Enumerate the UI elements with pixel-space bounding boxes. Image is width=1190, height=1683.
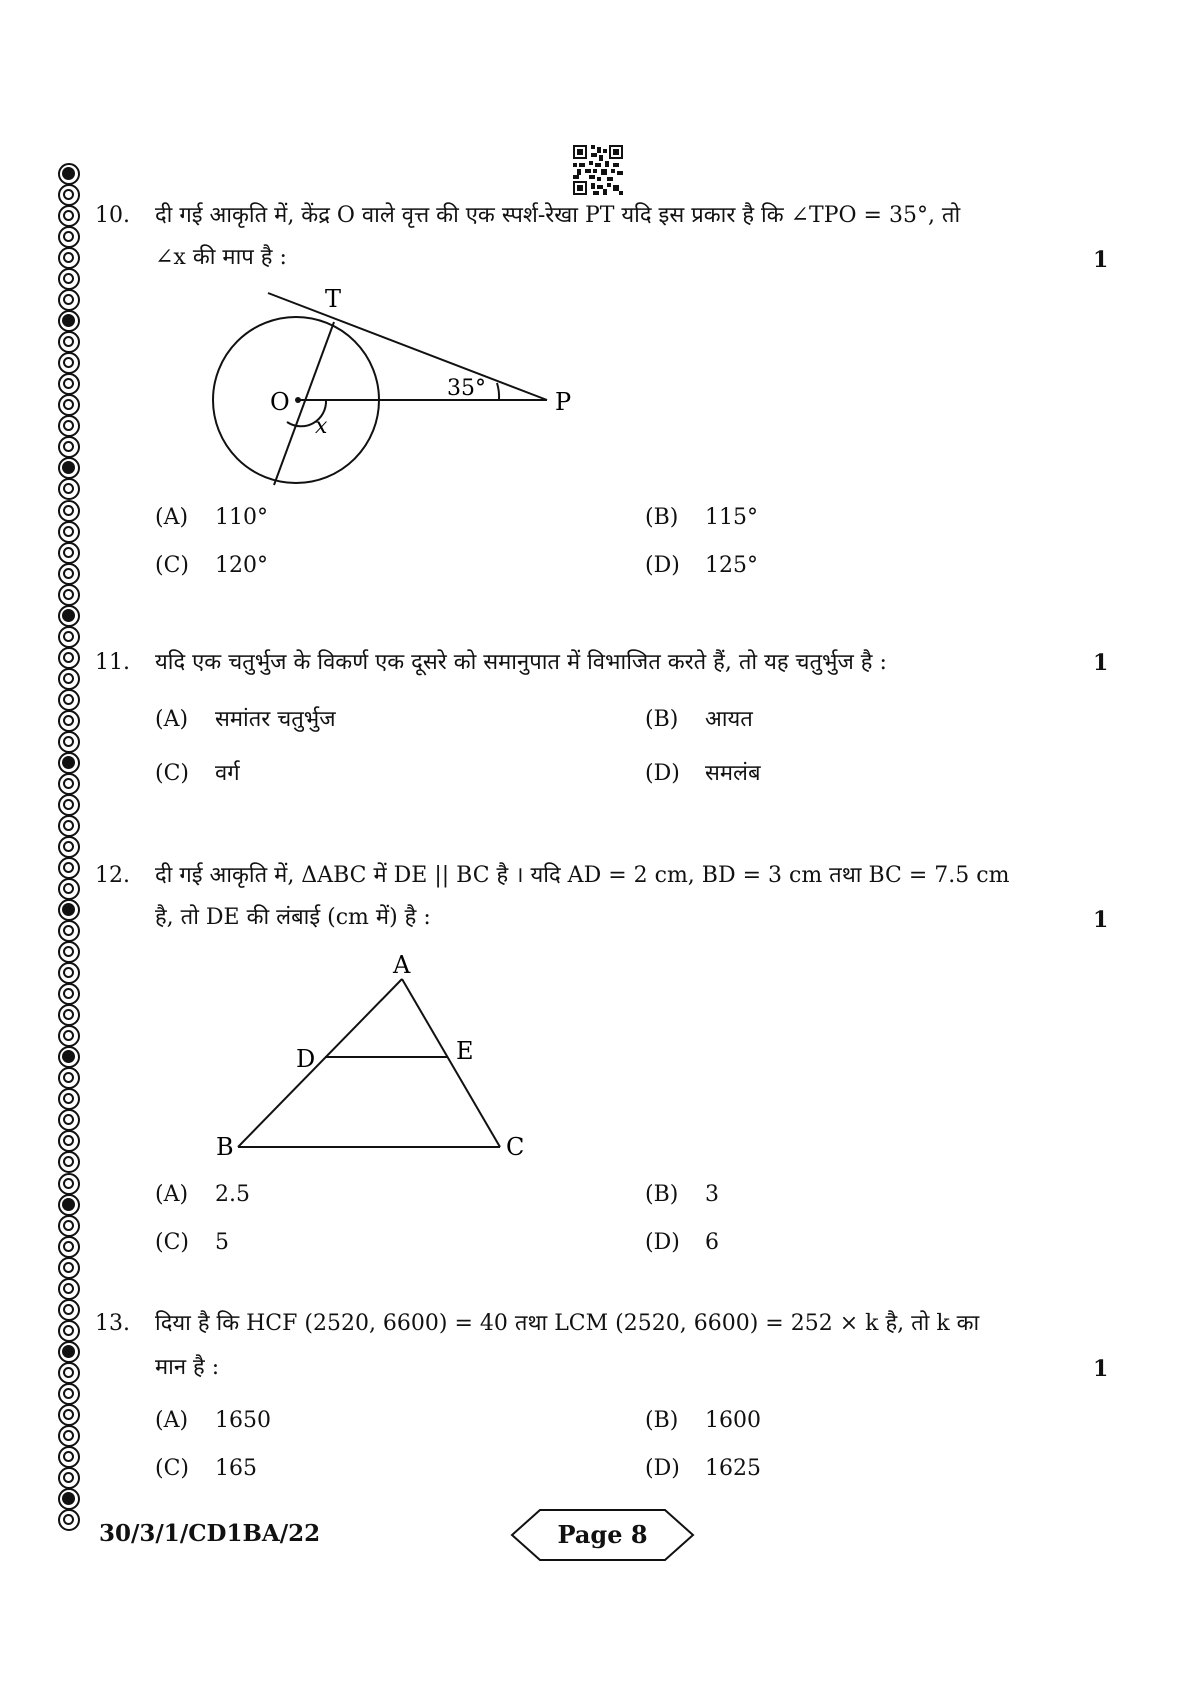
concentric-circle-marker-icon bbox=[58, 962, 80, 984]
question-10-option-c: (C) 120° bbox=[155, 553, 268, 578]
concentric-circle-marker-icon bbox=[58, 1004, 80, 1026]
question-10-text-line1: दी गई आकृति में, केंद्र O वाले वृत्त की एक स्पर्श-रेखा PT यदि इस प्रकार है कि ∠TPO = 35°, तो bbox=[155, 203, 961, 228]
label-angle-35: 35° bbox=[447, 376, 486, 401]
concentric-circle-marker-icon bbox=[58, 436, 80, 458]
concentric-circle-marker-icon bbox=[58, 394, 80, 416]
filled-circle-marker-icon bbox=[58, 1488, 80, 1510]
concentric-circle-marker-icon bbox=[58, 415, 80, 437]
question-10-number: 10. bbox=[95, 203, 130, 228]
concentric-circle-marker-icon bbox=[58, 226, 80, 248]
concentric-circle-marker-icon bbox=[58, 1299, 80, 1321]
question-12-option-c: (C) 5 bbox=[155, 1230, 229, 1255]
concentric-circle-marker-icon bbox=[58, 941, 80, 963]
filled-circle-marker-icon bbox=[58, 605, 80, 627]
concentric-circle-marker-icon bbox=[58, 289, 80, 311]
concentric-circle-marker-icon bbox=[58, 1130, 80, 1152]
question-10-text-line2: ∠x की माप है : bbox=[155, 245, 287, 270]
filled-circle-marker-icon bbox=[58, 457, 80, 479]
concentric-circle-marker-icon bbox=[58, 689, 80, 711]
label-T: T bbox=[325, 285, 342, 313]
page-label: Page 8 bbox=[557, 1520, 648, 1549]
concentric-circle-marker-icon bbox=[58, 352, 80, 374]
concentric-circle-marker-icon bbox=[58, 1236, 80, 1258]
concentric-circle-marker-icon bbox=[58, 647, 80, 669]
label-E: E bbox=[456, 1037, 474, 1065]
question-12-marks: 1 bbox=[1093, 907, 1109, 933]
paper-code: 30/3/1/CD1BA/22 bbox=[99, 1520, 321, 1547]
label-B: B bbox=[216, 1133, 234, 1161]
label-C: C bbox=[506, 1133, 525, 1161]
label-A: A bbox=[393, 951, 411, 979]
question-12-number: 12. bbox=[95, 863, 130, 888]
question-11-option-c: (C) वर्ग bbox=[155, 761, 240, 786]
concentric-circle-marker-icon bbox=[58, 1509, 80, 1531]
question-11-option-b: (B) आयत bbox=[645, 707, 753, 732]
question-10-option-d: (D) 125° bbox=[645, 553, 758, 578]
qr-code-icon bbox=[573, 145, 623, 195]
question-12-option-b: (B) 3 bbox=[645, 1182, 719, 1207]
question-10-option-a: (A) 110° bbox=[155, 505, 268, 530]
label-D: D bbox=[296, 1045, 316, 1073]
filled-circle-marker-icon bbox=[58, 1341, 80, 1363]
concentric-circle-marker-icon bbox=[58, 1109, 80, 1131]
question-13-text-line1: दिया है कि HCF (2520, 6600) = 40 तथा LCM (2520, 6600) = 252 × k है, तो k का bbox=[155, 1311, 980, 1336]
label-x: x bbox=[315, 414, 328, 439]
question-11-number: 11. bbox=[95, 650, 130, 675]
question-12-option-d: (D) 6 bbox=[645, 1230, 719, 1255]
question-13-option-b: (B) 1600 bbox=[645, 1408, 761, 1433]
page-number-badge bbox=[510, 1508, 695, 1562]
concentric-circle-marker-icon bbox=[58, 1025, 80, 1047]
concentric-circle-marker-icon bbox=[58, 184, 80, 206]
concentric-circle-marker-icon bbox=[58, 983, 80, 1005]
question-13-number: 13. bbox=[95, 1311, 130, 1336]
concentric-circle-marker-icon bbox=[58, 773, 80, 795]
concentric-circle-marker-icon bbox=[58, 1088, 80, 1110]
concentric-circle-marker-icon bbox=[58, 1151, 80, 1173]
concentric-circle-marker-icon bbox=[58, 668, 80, 690]
question-13-option-d: (D) 1625 bbox=[645, 1456, 761, 1481]
question-13-text-line2: मान है : bbox=[155, 1355, 220, 1380]
concentric-circle-marker-icon bbox=[58, 794, 80, 816]
concentric-circle-marker-icon bbox=[58, 1215, 80, 1237]
concentric-circle-marker-icon bbox=[58, 878, 80, 900]
concentric-circle-marker-icon bbox=[58, 1320, 80, 1342]
question-13-marks: 1 bbox=[1093, 1356, 1109, 1382]
concentric-circle-marker-icon bbox=[58, 1425, 80, 1447]
question-12-text-line1: दी गई आकृति में, ΔABC में DE || BC है । यदि AD = 2 cm, BD = 3 cm तथा BC = 7.5 cm bbox=[155, 863, 1010, 888]
filled-circle-marker-icon bbox=[58, 163, 80, 185]
label-P: P bbox=[555, 388, 572, 416]
question-13-option-a: (A) 1650 bbox=[155, 1408, 271, 1433]
circle-tangent-figure bbox=[200, 285, 580, 490]
concentric-circle-marker-icon bbox=[58, 857, 80, 879]
concentric-circle-marker-icon bbox=[58, 1257, 80, 1279]
question-13-option-c: (C) 165 bbox=[155, 1456, 257, 1481]
question-11-option-a: (A) समांतर चतुर्भुज bbox=[155, 707, 336, 732]
concentric-circle-marker-icon bbox=[58, 1446, 80, 1468]
concentric-circle-marker-icon bbox=[58, 1067, 80, 1089]
concentric-circle-marker-icon bbox=[58, 1278, 80, 1300]
concentric-circle-marker-icon bbox=[58, 542, 80, 564]
concentric-circle-marker-icon bbox=[58, 1404, 80, 1426]
question-10-option-b: (B) 115° bbox=[645, 505, 758, 530]
question-11-option-d: (D) समलंब bbox=[645, 761, 761, 786]
label-O: O bbox=[270, 388, 290, 416]
concentric-circle-marker-icon bbox=[58, 521, 80, 543]
concentric-circle-marker-icon bbox=[58, 710, 80, 732]
concentric-circle-marker-icon bbox=[58, 731, 80, 753]
question-11-text-line1: यदि एक चतुर्भुज के विकर्ण एक दूसरे को समानुपात में विभाजित करते हैं, तो यह चतुर्भुज है : bbox=[155, 650, 887, 675]
concentric-circle-marker-icon bbox=[58, 815, 80, 837]
concentric-circle-marker-icon bbox=[58, 920, 80, 942]
concentric-circle-marker-icon bbox=[58, 1467, 80, 1489]
triangle-figure bbox=[200, 945, 560, 1175]
concentric-circle-marker-icon bbox=[58, 836, 80, 858]
concentric-circle-marker-icon bbox=[58, 500, 80, 522]
question-12-option-a: (A) 2.5 bbox=[155, 1182, 250, 1207]
concentric-circle-marker-icon bbox=[58, 331, 80, 353]
filled-circle-marker-icon bbox=[58, 899, 80, 921]
concentric-circle-marker-icon bbox=[58, 1362, 80, 1384]
concentric-circle-marker-icon bbox=[58, 247, 80, 269]
concentric-circle-marker-icon bbox=[58, 1383, 80, 1405]
filled-circle-marker-icon bbox=[58, 752, 80, 774]
concentric-circle-marker-icon bbox=[58, 1173, 80, 1195]
concentric-circle-marker-icon bbox=[58, 205, 80, 227]
question-11-marks: 1 bbox=[1093, 650, 1109, 676]
question-10-marks: 1 bbox=[1093, 247, 1109, 273]
concentric-circle-marker-icon bbox=[58, 478, 80, 500]
filled-circle-marker-icon bbox=[58, 310, 80, 332]
concentric-circle-marker-icon bbox=[58, 584, 80, 606]
concentric-circle-marker-icon bbox=[58, 626, 80, 648]
filled-circle-marker-icon bbox=[58, 1046, 80, 1068]
concentric-circle-marker-icon bbox=[58, 268, 80, 290]
concentric-circle-marker-icon bbox=[58, 563, 80, 585]
filled-circle-marker-icon bbox=[58, 1194, 80, 1216]
concentric-circle-marker-icon bbox=[58, 373, 80, 395]
question-12-text-line2: है, तो DE की लंबाई (cm में) है : bbox=[155, 905, 431, 930]
